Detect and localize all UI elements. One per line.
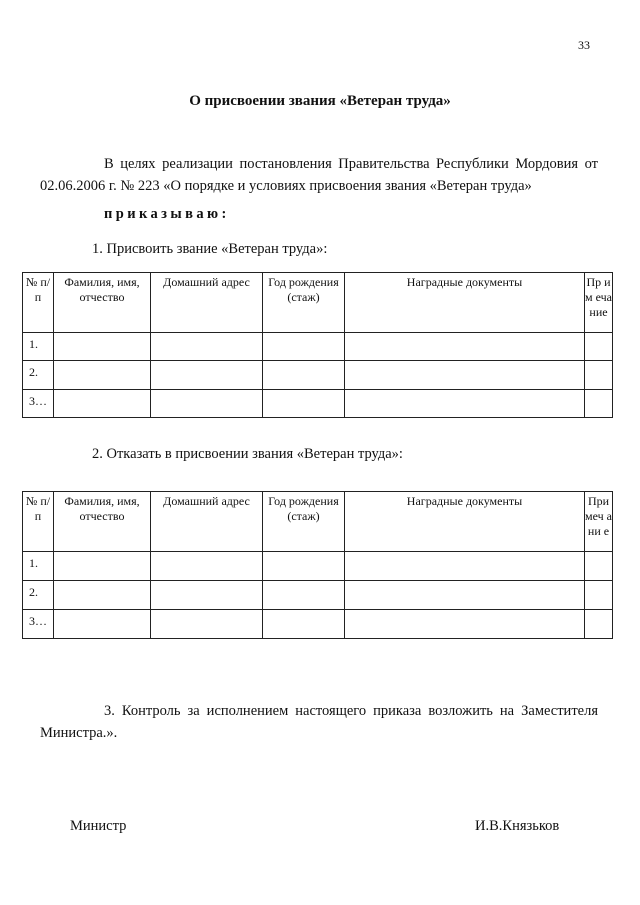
row-number: 3… (23, 390, 54, 418)
col-birth-header: Год рождения (стаж) (263, 273, 345, 333)
item-1-heading: 1. Присвоить звание «Ветеран труда»: (92, 241, 328, 257)
col-address-header: Домашний адрес (151, 492, 263, 552)
signature-name: И.В.Князьков (475, 818, 560, 834)
row-number: 1. (23, 333, 54, 361)
col-number-header: № п/п (23, 492, 54, 552)
table-header-row (23, 273, 613, 333)
page-number: 33 (578, 38, 590, 52)
col-remarks-header: При меч ани е (585, 492, 613, 552)
table-row (23, 361, 613, 390)
col-documents-header: Наградные документы (345, 492, 585, 552)
col-documents-header: Наградные документы (345, 273, 585, 333)
item-2-heading: 2. Отказать в присвоении звания «Ветеран труда»: (92, 446, 403, 462)
table-row (23, 610, 613, 639)
document-title: О присвоении звания «Ветеран труда» (189, 93, 451, 109)
control-paragraph: 3. Контроль за исполнением настоящего приказа возложить на Заместителя Министра.». (40, 703, 598, 741)
col-name-header: Фамилия, имя, отчество (54, 492, 151, 552)
table-row (23, 390, 613, 418)
col-number-header: № п/п (23, 273, 54, 333)
table-header-row (23, 492, 613, 552)
order-word: приказываю: (104, 206, 230, 222)
table-row (23, 581, 613, 610)
col-birth-header: Год рождения (стаж) (263, 492, 345, 552)
signature-title: Министр (70, 818, 127, 834)
table-row (23, 333, 613, 361)
award-table (22, 272, 613, 418)
col-remarks-header: Пр им еча ние (585, 273, 613, 333)
refusal-table (22, 491, 613, 639)
row-number: 2. (23, 581, 54, 610)
col-address-header: Домашний адрес (151, 273, 263, 333)
intro-paragraph: В целях реализации постановления Правительства Республики Мордовия от 02.06.2006 г. № 223 «О порядке и условиях присвоения звания «Ветеран труда» (40, 156, 598, 194)
row-number: 1. (23, 552, 54, 581)
row-number: 3… (23, 610, 54, 639)
row-number: 2. (23, 361, 54, 390)
table-row (23, 552, 613, 581)
col-name-header: Фамилия, имя, отчество (54, 273, 151, 333)
